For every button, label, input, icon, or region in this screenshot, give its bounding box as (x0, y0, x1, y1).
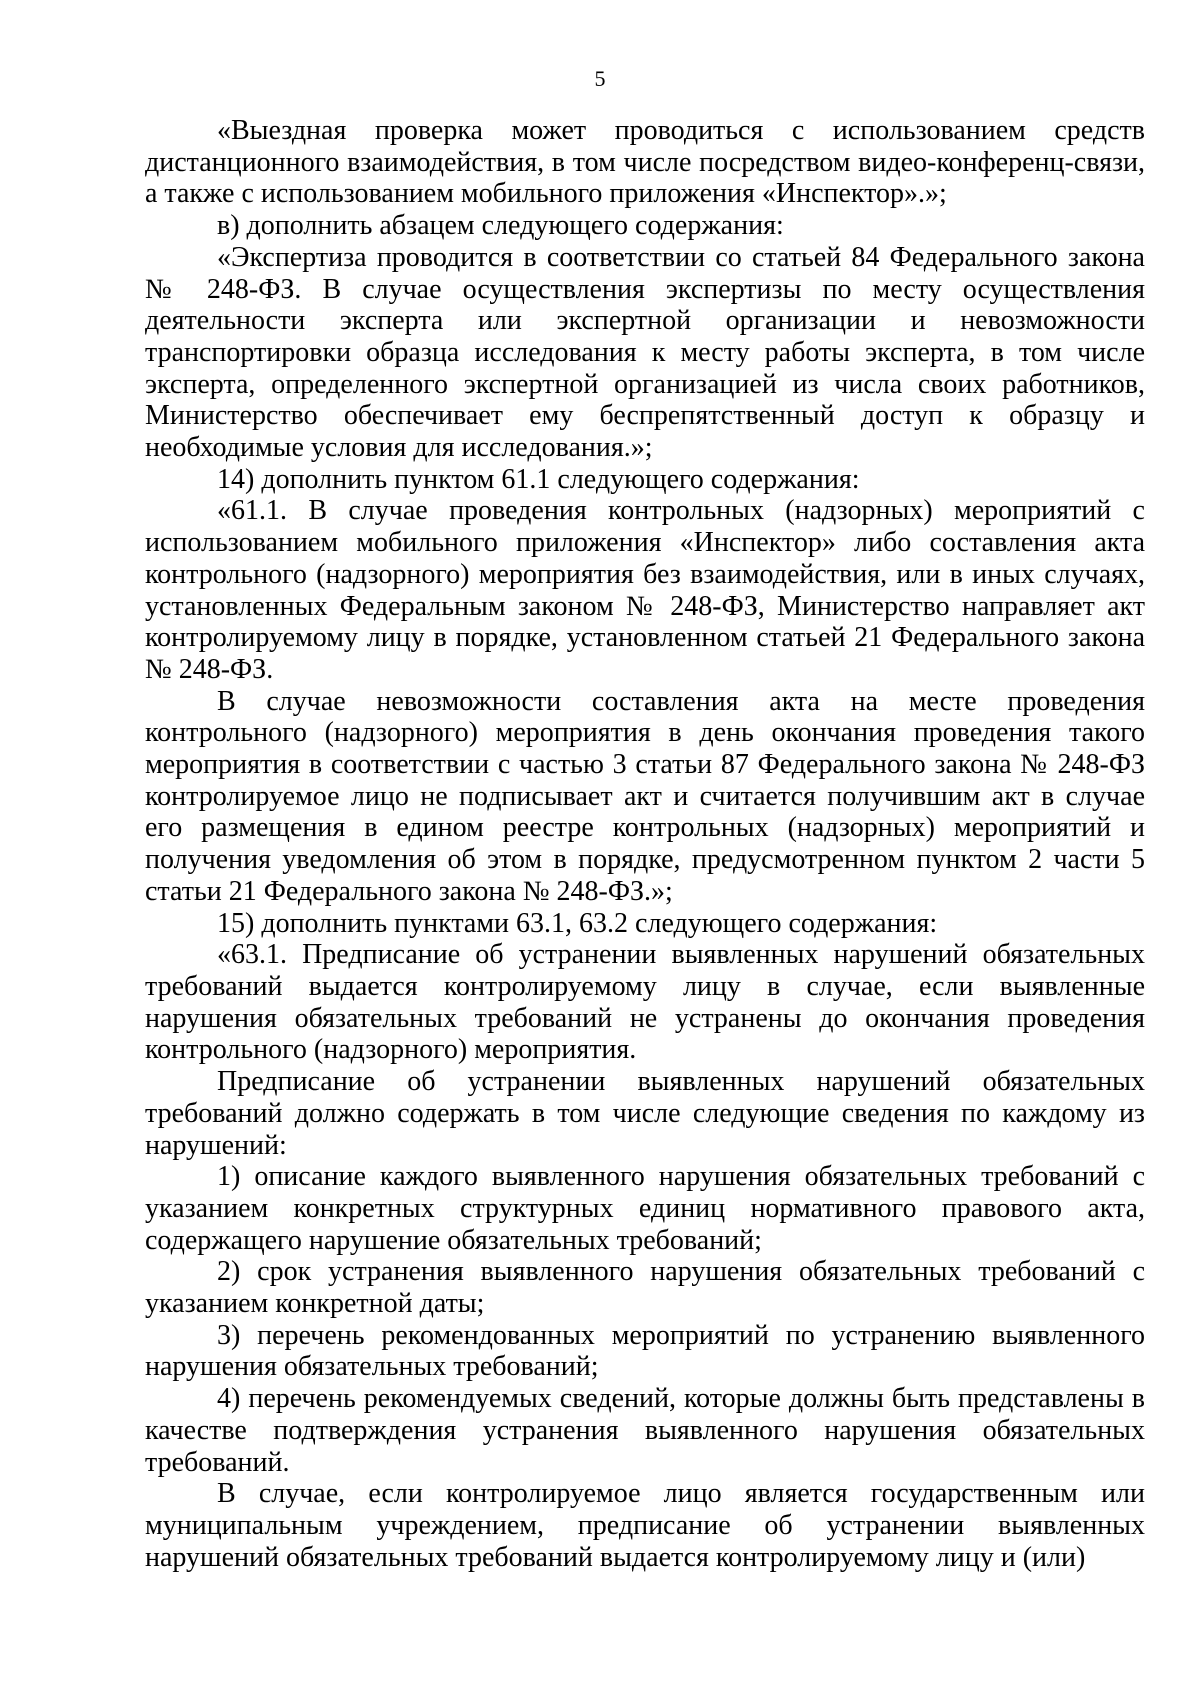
paragraph: 3) перечень рекомендованных мероприятий по устранению выявленного нарушения обязательных требований; (145, 1319, 1145, 1383)
paragraph: В случае, если контролируемое лицо является государственным или муниципальным учреждением, предписание об устранении выявленных нарушений обязательных требований выдается контролируемому лицу и (или) (145, 1478, 1145, 1573)
paragraph: «63.1. Предписание об устранении выявленных нарушений обязательных требований выдается контролируемому лицу в случае, если выявленные нарушения обязательных требований не устранены до окончания проведения контрольного (надзорного) мероприятия. (145, 939, 1145, 1066)
paragraph: 15) дополнить пунктами 63.1, 63.2 следующего содержания: (217, 907, 938, 939)
paragraph: 2) срок устранения выявленного нарушения обязательных требований с указанием конкретной даты; (145, 1256, 1145, 1320)
paragraph: Предписание об устранении выявленных нарушений обязательных требований должно содержать в том числе следующие сведения по каждому из нарушений: (145, 1066, 1145, 1161)
paragraph: «Экспертиза проводится в соответствии со статьей 84 Федерального закона № 248-ФЗ. В случае осуществления экспертизы по месту осуществления деятельности эксперта или экспертной организации и невозможности транспортировки образца исследования к месту работы эксперта, в том числе эксперта, определенного экспертной организацией из числа своих работников, Министерство обеспечивает ему беспрепятственный доступ к образцу и необходимые условия для исследования.»; (145, 241, 1145, 464)
paragraph: 4) перечень рекомендуемых сведений, которые должны быть представлены в качестве подтверждения устранения выявленного нарушения обязательных требований. (145, 1383, 1145, 1478)
paragraph: 14) дополнить пунктом 61.1 следующего содержания: (217, 463, 860, 495)
paragraph: в) дополнить абзацем следующего содержания: (217, 210, 784, 242)
paragraph: «Выездная проверка может проводиться с использованием средств дистанционного взаимодействия, в том числе посредством видео-конференц-связи, а также с использованием мобильного приложения «Инспектор».»; (145, 115, 1145, 210)
paragraph: 1) описание каждого выявленного нарушения обязательных требований с указанием конкретных структурных единиц нормативного правового акта, содержащего нарушение обязательных требований; (145, 1161, 1145, 1256)
document-body (145, 115, 1145, 1573)
paragraph: В случае невозможности составления акта на месте проведения контрольного (надзорного) мероприятия в день окончания проведения такого мероприятия в соответствии с частью 3 статьи 87 Федерального закона № 248-ФЗ контролируемое лицо не подписывает акт и считается получившим акт в случае его размещения в едином реестре контрольных (надзорных) мероприятий и получения уведомления об этом в порядке, предусмотренном пунктом 2 части 5 статьи 21 Федерального закона № 248-ФЗ.»; (145, 685, 1145, 907)
paragraph: «61.1. В случае проведения контрольных (надзорных) мероприятий с использованием мобильного приложения «Инспектор» либо составления акта контрольного (надзорного) мероприятия без взаимодействия, или в иных случаях, установленных Федеральным законом № 248-ФЗ, Министерство направляет акт контролируемому лицу в порядке, установленном статьей 21 Федерального закона № 248-ФЗ. (145, 495, 1145, 685)
page-number: 5 (594, 66, 606, 91)
